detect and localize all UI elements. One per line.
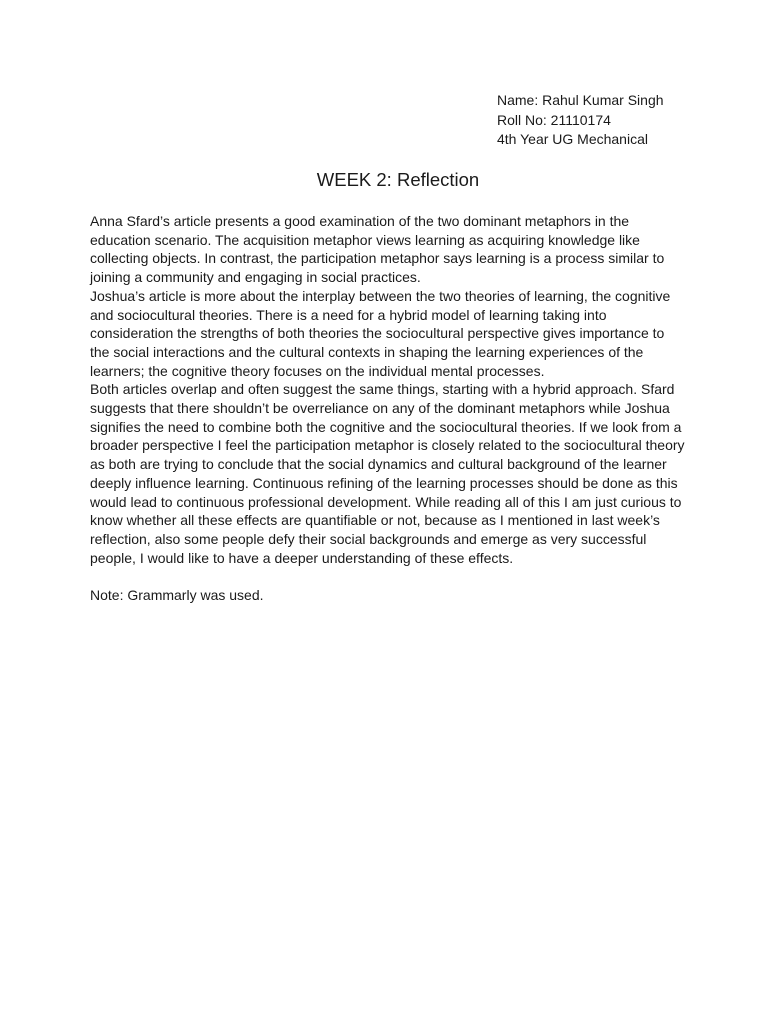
text-line: deeply influence learning. Continuous refining of the learning processes should be done as this: [90, 474, 678, 491]
text-line: would lead to continuous professional development. While reading all of this I am just curious to: [90, 493, 682, 510]
text-line: consideration the strengths of both theories the sociocultural perspective gives importance to: [90, 325, 665, 342]
text-line: joining a community and engaging in social practices.: [90, 269, 421, 286]
text-line: the social interactions and the cultural contexts in shaping the learning experiences of the: [90, 343, 644, 360]
paragraph-spacer: [90, 567, 690, 586]
text-line: people, I would like to have a deeper understanding of these effects.: [90, 549, 514, 566]
text-line: education scenario. The acquisition metaphor views learning as acquiring knowledge like: [90, 231, 640, 248]
paragraph-1: [90, 212, 690, 287]
text-line: learners; the cognitive theory focuses on the individual mental processes.: [90, 362, 545, 379]
paragraph-3: [90, 380, 690, 567]
grammarly-note: Note: Grammarly was used.: [90, 587, 264, 604]
text-line: signifies the need to combine both the cognitive and the sociocultural theories. If we look from a: [90, 418, 682, 435]
document-body: [90, 212, 690, 605]
text-line: Anna Sfard’s article presents a good examination of the two dominant metaphors in the: [90, 213, 630, 229]
year-program: 4th Year UG Mechanical: [497, 131, 648, 147]
paragraph-2: [90, 287, 690, 381]
text-line: suggests that there shouldn’t be overreliance on any of the dominant metaphors while Joshua: [90, 400, 670, 417]
text-line: know whether all these effects are quantifiable or not, because as I mentioned in last week’s: [90, 512, 660, 529]
roll-number: Roll No: 21110174: [497, 111, 611, 128]
text-line: reflection, also some people defy their social backgrounds and emerge as very successful: [90, 530, 647, 547]
text-line: broader perspective I feel the participation metaphor is closely related to the sociocultural theory: [90, 437, 685, 454]
author-info: [497, 91, 664, 150]
text-line: Both articles overlap and often suggest the same things, starting with a hybrid approach. Sfard: [90, 381, 675, 398]
author-name: Name: Rahul Kumar Singh: [497, 92, 664, 108]
document-title: WEEK 2: Reflection: [316, 169, 480, 190]
text-line: Joshua’s article is more about the interplay between the two theories of learning, the cognitive: [90, 287, 671, 304]
text-line: collecting objects. In contrast, the participation metaphor says learning is a process similar to: [90, 250, 665, 267]
text-line: as both are trying to conclude that the social dynamics and cultural background of the learner: [90, 456, 667, 473]
text-line: and sociocultural theories. There is a need for a hybrid model of learning taking into: [90, 306, 607, 323]
